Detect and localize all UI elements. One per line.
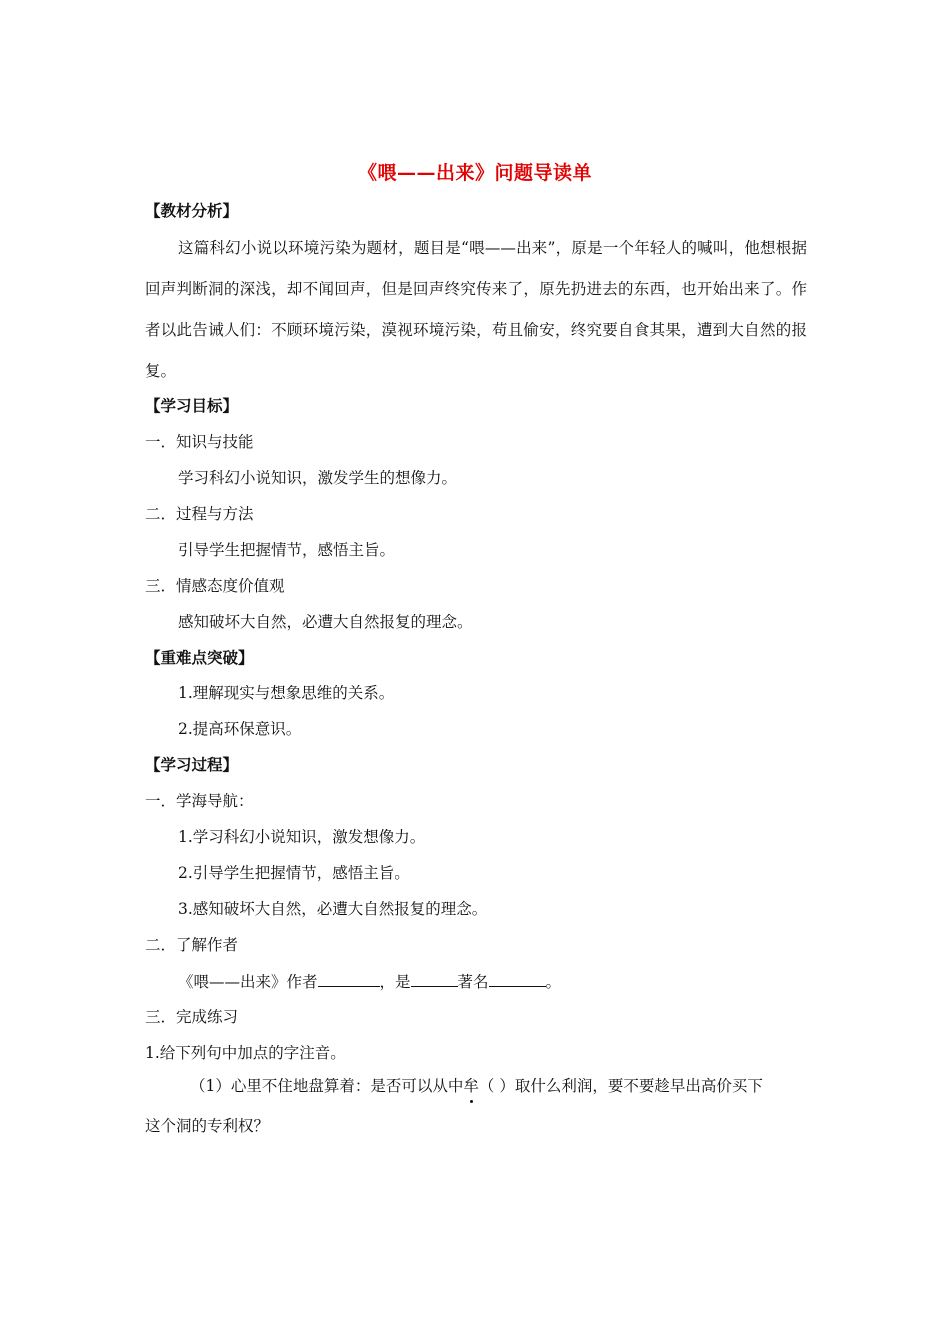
question-1-1-before: （1）心里不住地盘算着：是否可以从中: [190, 1077, 464, 1095]
analysis-heading: 【教材分析】: [145, 201, 239, 220]
section1-item-2: 2.引导学生把握情节，感悟主旨。: [178, 864, 410, 882]
author-country-blank[interactable]: [411, 971, 458, 987]
question-1: 1.给下列句中加点的字注音。: [145, 1044, 346, 1062]
goal-label-2: 二．过程与方法: [145, 505, 254, 523]
question-1-1-after: （ ）取什么利润，要不要趁早出高价买下: [478, 1077, 763, 1095]
page-title: 《喂——出来》问题导读单: [357, 162, 592, 184]
dotted-character: 牟: [463, 1077, 479, 1095]
process-heading: 【学习过程】: [145, 755, 239, 774]
author-fill-in-line: [178, 971, 561, 992]
section2-label: 二．了解作者: [145, 936, 239, 954]
key-point-2: 2.提高环保意识。: [178, 720, 302, 738]
question-1-1-line: [190, 1076, 763, 1096]
analysis-paragraph: 这篇科幻小说以环境污染为题材，题目是“喂——出来”，原是一个年轻人的喊叫，他想根据回声判断洞的深浅，却不闻回声，但是回声终究传来了，原先扔进去的东西，也开始出来了。作者以此告诫人们：不顾环境污染，漠视环境污染，苟且偷安，终究要自食其果，遭到大自然的报复。: [145, 239, 807, 380]
goal-label-1: 一．知识与技能: [145, 433, 254, 451]
author-text-4: 。: [545, 973, 562, 991]
goal-text-2: 引导学生把握情节，感悟主旨。: [178, 541, 396, 559]
goal-text-1: 学习科幻小说知识，激发学生的想像力。: [178, 469, 458, 487]
question-1-1-continued: 这个洞的专利权？: [145, 1117, 270, 1135]
author-name-blank[interactable]: [318, 971, 380, 987]
section1-item-3: 3.感知破坏大自然，必遭大自然报复的理念。: [178, 900, 488, 918]
author-text-2: ，是: [379, 973, 411, 991]
key-points-heading: 【重难点突破】: [145, 648, 254, 667]
section1-label: 一．学海导航：: [145, 792, 254, 810]
goals-heading: 【学习目标】: [145, 396, 239, 415]
author-text-1: 《喂——出来》作者: [178, 973, 318, 991]
section3-label: 三．完成练习: [145, 1008, 239, 1026]
goal-label-3: 三．情感态度价值观: [145, 577, 285, 595]
goal-text-3: 感知破坏大自然，必遭大自然报复的理念。: [178, 613, 473, 631]
author-text-3: 著名: [457, 973, 489, 991]
author-title-blank[interactable]: [489, 971, 546, 987]
key-point-1: 1.理解现实与想象思维的关系。: [178, 684, 395, 702]
section1-item-1: 1.学习科幻小说知识，激发想像力。: [178, 828, 426, 846]
